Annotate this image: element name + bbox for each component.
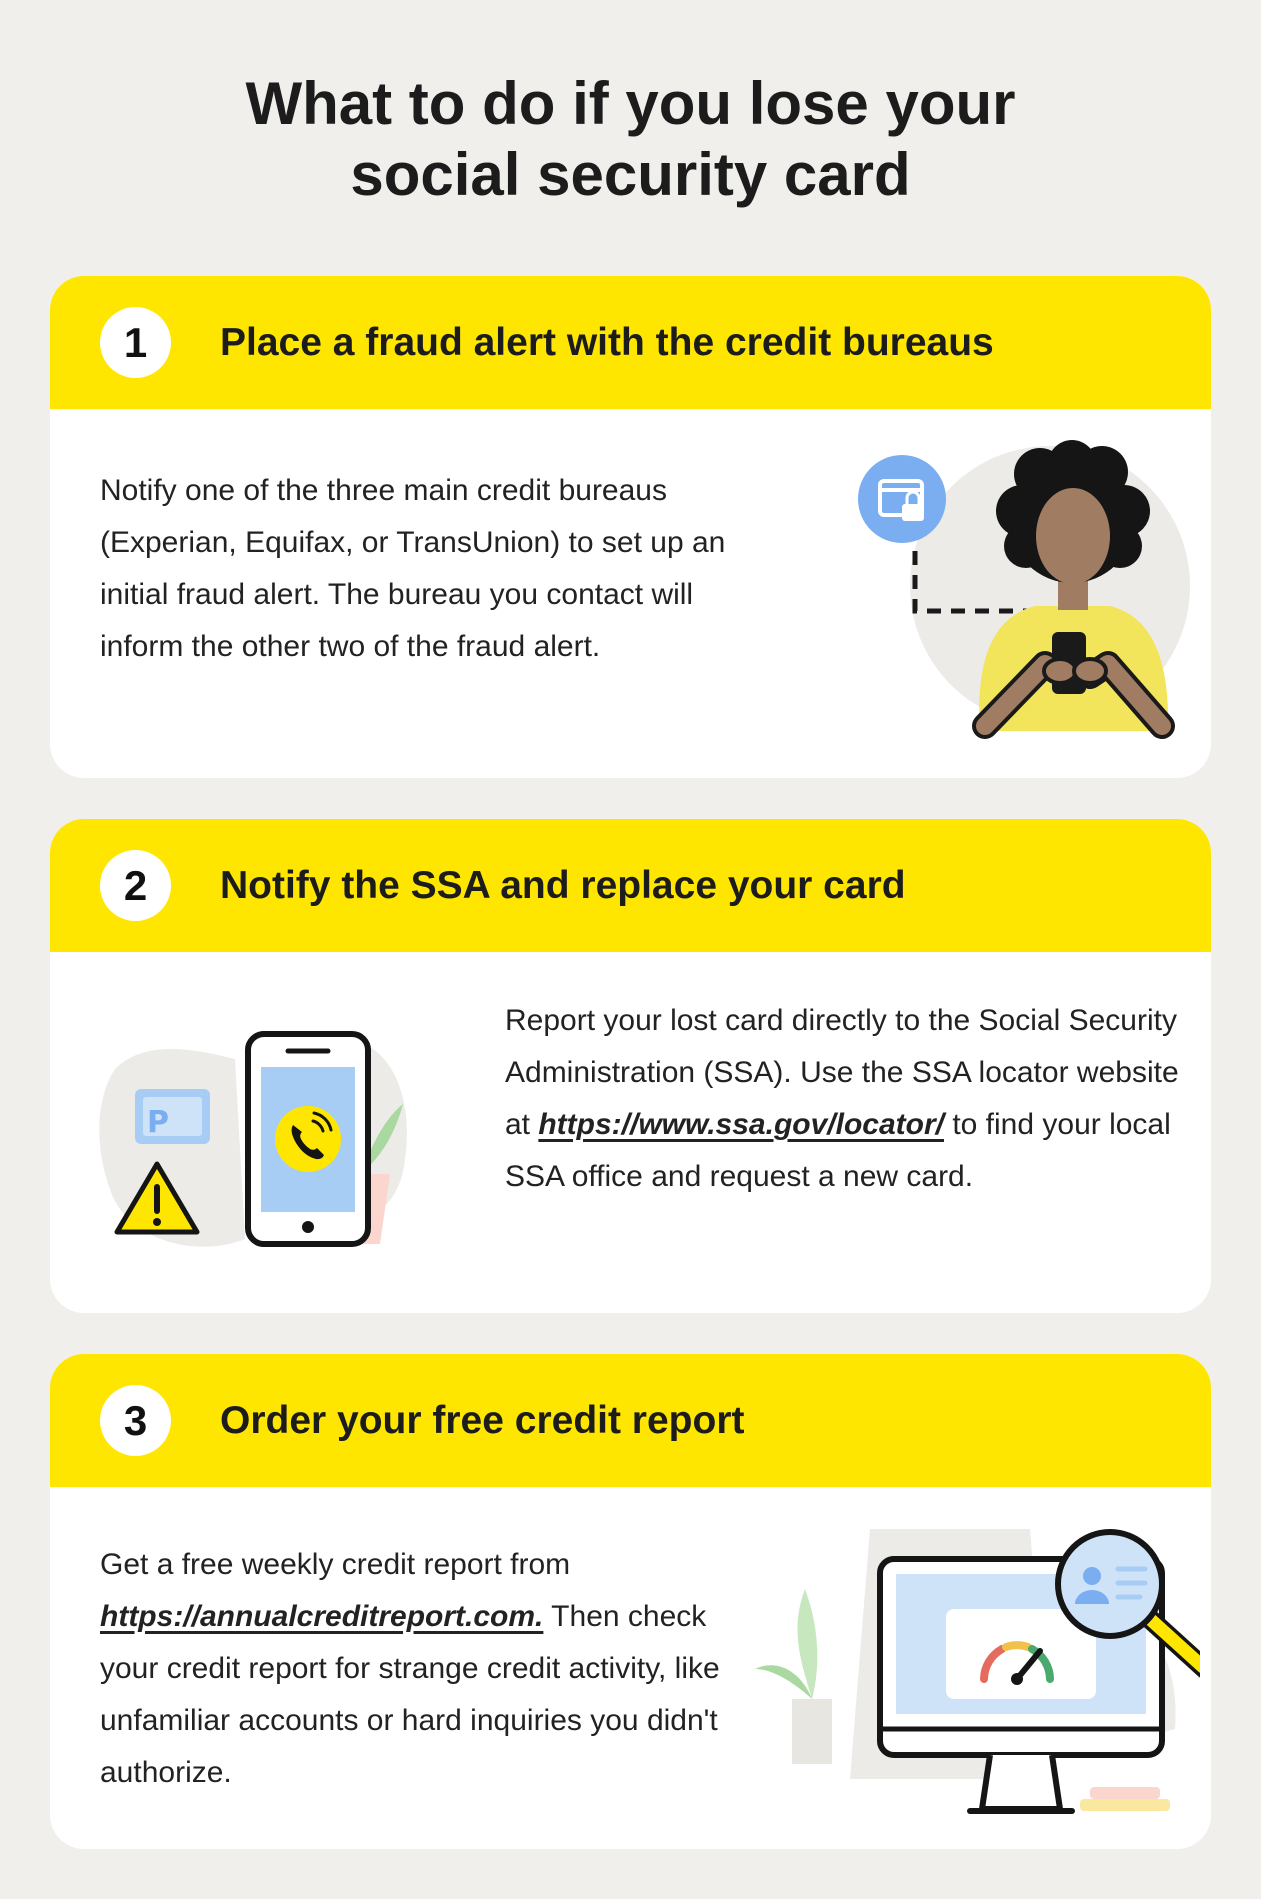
person-face	[1036, 488, 1110, 584]
step-card-1	[50, 276, 1211, 778]
step-card-3	[50, 1354, 1211, 1849]
step-3-body-text-before: Get a free weekly credit report from	[100, 1548, 571, 1581]
step-3-number-badge: 3	[100, 1385, 171, 1456]
id-card-icon	[135, 1089, 210, 1144]
page-title	[0, 68, 1261, 210]
step-1-number-badge: 1	[100, 307, 171, 378]
person-with-phone-illustration	[790, 426, 1211, 756]
step-3-header	[50, 1354, 1211, 1487]
page-title-line-1: What to do if you lose your	[245, 70, 1016, 137]
plant-decoration	[755, 1589, 832, 1764]
svg-text:P: P	[147, 1105, 169, 1140]
browser-lock-icon	[858, 455, 946, 543]
step-2-header	[50, 819, 1211, 952]
step-1-heading: Place a fraud alert with the credit bureaus	[220, 321, 994, 364]
annual-credit-report-link[interactable]: https://annualcreditreport.com.	[100, 1600, 544, 1633]
step-2-body	[505, 995, 1185, 1203]
phone-call-icon	[275, 1106, 341, 1172]
step-3-body-text-after: Then check your credit report for strange credit activity, like unfamiliar accounts or hard inquiries you didn't authorize.	[100, 1600, 720, 1789]
step-2-body-text-before: Report your lost card directly to the Social Security Administration (SSA). Use the SSA locator website at	[505, 1004, 1179, 1141]
step-1-body: Notify one of the three main credit bureaus (Experian, Equifax, or TransUnion) to set up an initial fraud alert. The bureau you contact will inform the other two of the fraud alert.	[100, 474, 726, 663]
step-2-heading: Notify the SSA and replace your card	[220, 864, 906, 907]
phone-call-illustration	[85, 989, 465, 1289]
step-3-heading: Order your free credit report	[220, 1399, 745, 1442]
step-card-2	[50, 819, 1211, 1313]
ssa-locator-link[interactable]: https://www.ssa.gov/locator/	[538, 1108, 944, 1141]
step-2-number-badge: 2	[100, 850, 171, 921]
step-3-body	[100, 1539, 740, 1799]
credit-report-monitor-illustration	[750, 1519, 1200, 1829]
page-title-line-2: social security card	[350, 141, 911, 208]
step-1-header	[50, 276, 1211, 409]
step-2-body-text-after: to find your local SSA office and request a new card.	[505, 1108, 1171, 1193]
